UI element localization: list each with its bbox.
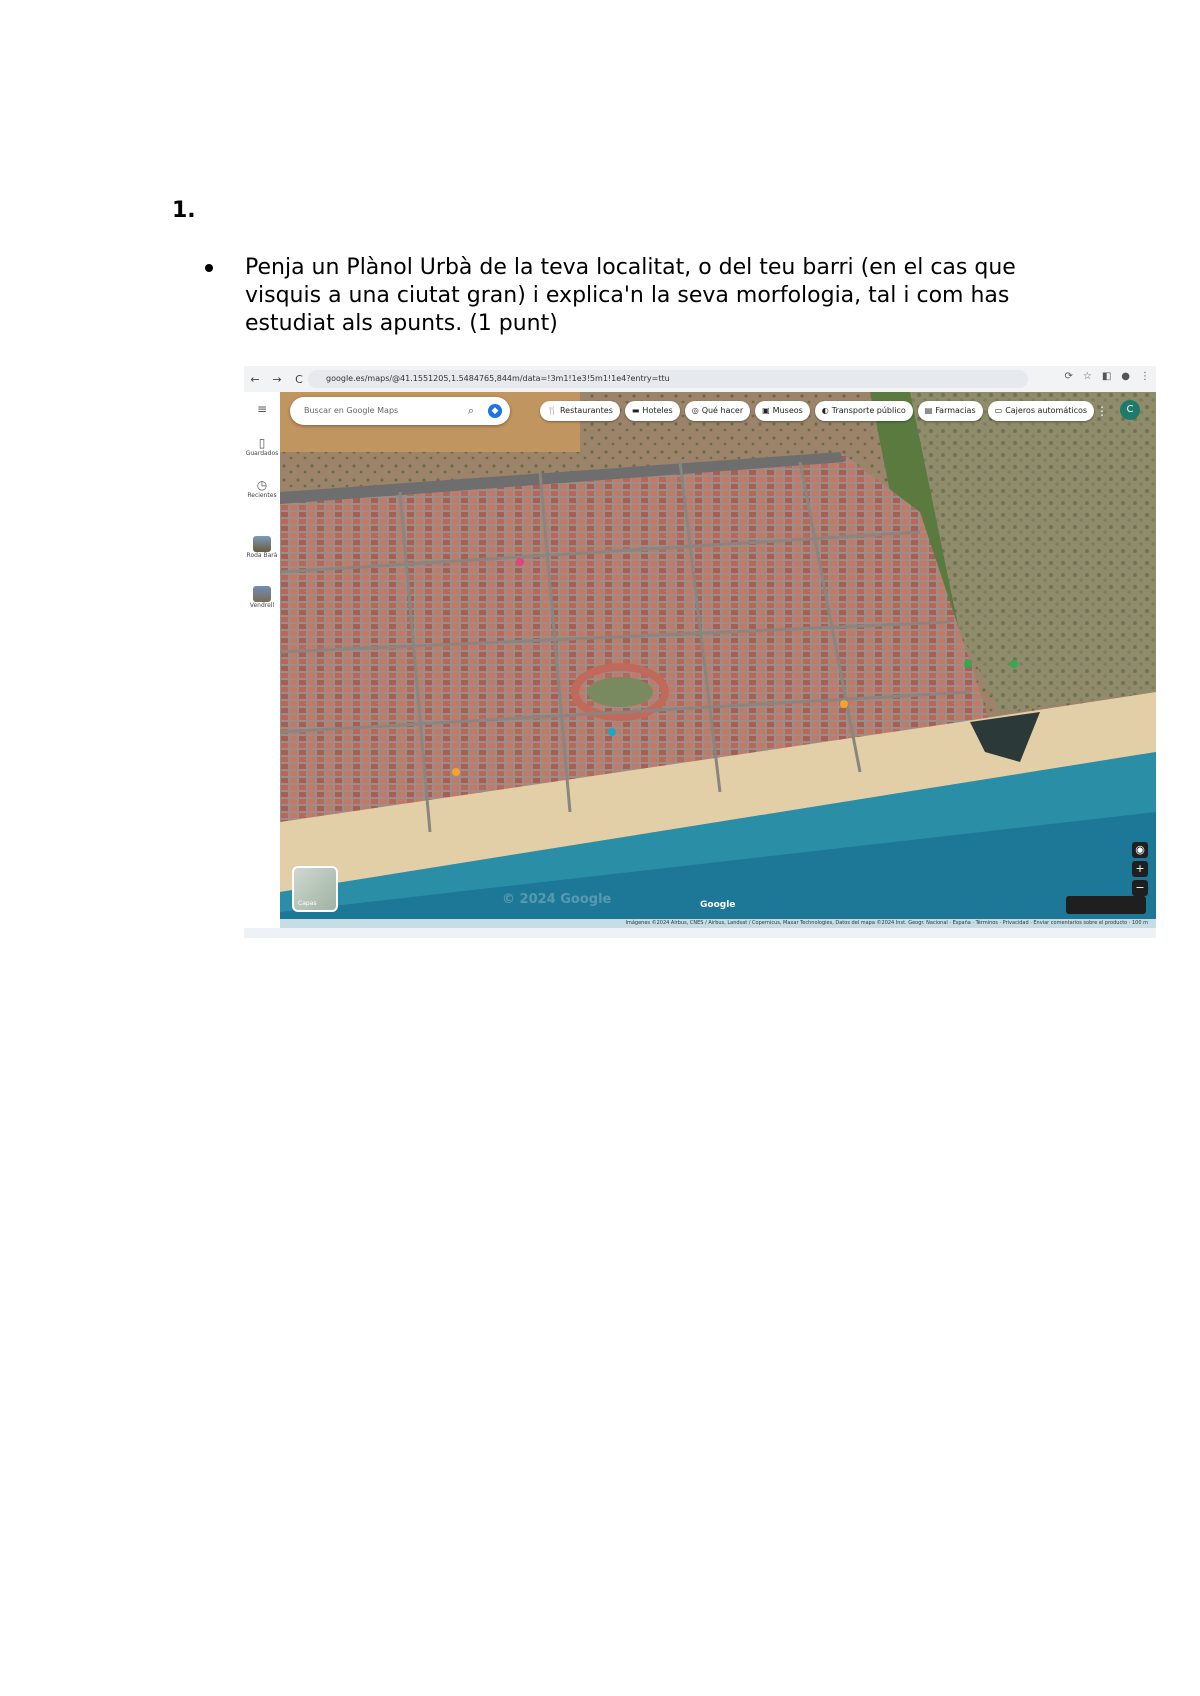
atm-icon: ▭ [994, 406, 1003, 415]
search-placeholder: Buscar en Google Maps [304, 406, 399, 415]
sidebar-item-label: Roda Barà [246, 552, 278, 559]
menu-icon: ≡ [256, 402, 268, 416]
question-text: Penja un Plànol Urbà de la teva localitat, o del teu barri (en el cas que visquis a una ciutat gran) i explica'n la seva morfologia, tal i com has estudiat als apunts. (1 punt) [245, 255, 1016, 336]
pharmacy-icon: ▤ [924, 406, 933, 415]
sidepanel-icon[interactable]: ◧ [1101, 371, 1112, 382]
bookmark-icon: ▯ [258, 436, 266, 450]
sidebar-item-label: Vendrell [249, 602, 275, 609]
camera-icon: ◎ [691, 406, 699, 415]
browser-toolbar [244, 366, 1156, 392]
layers-label: Capas [298, 900, 317, 907]
address-bar[interactable]: google.es/maps/@41.1551205,1.5484765,844m/data=!3m1!1e3!5m1!1e4?entry=ttu [308, 370, 1028, 388]
chip-hotels[interactable] [625, 401, 680, 421]
transit-icon: ◐ [821, 406, 829, 415]
maps-screenshot [244, 366, 1156, 938]
sidebar-item-label: Guardados [245, 450, 279, 457]
zoom-out-button[interactable]: − [1132, 880, 1148, 896]
chip-pharmacies[interactable] [918, 401, 983, 421]
chip-restaurants[interactable] [540, 401, 620, 421]
map-attribution: Imágenes ©2024 Airbus, CNES / Airbus, Landsat / Copernicus, Maxar Technologies, Datos del mapa ©2024 Inst. Geogr. Nacional · España · Términos · Privacidad · Enviar comentarios sobre el producto · 100 m [280, 919, 1156, 928]
maps-sidebar [244, 392, 281, 928]
chip-museums[interactable] [755, 401, 810, 421]
copyright-watermark: © 2024 Google [502, 892, 612, 907]
browser-actions [1064, 371, 1150, 382]
chip-label: Transporte público [831, 406, 906, 415]
place-thumbnail [253, 536, 271, 552]
history-icon: ◷ [256, 478, 268, 492]
translate-icon[interactable]: ⟳ [1064, 371, 1073, 382]
museum-icon: ▣ [762, 406, 770, 415]
search-icon[interactable]: ⌕ [467, 404, 474, 417]
sidebar-item-label: Recientes [247, 492, 277, 499]
chip-label: Cajeros automáticos [1005, 406, 1088, 415]
kebab-menu-icon[interactable]: ⋮ [1140, 371, 1150, 382]
chip-label: Hoteles [642, 406, 673, 415]
zoom-in-button[interactable]: + [1132, 861, 1148, 877]
account-avatar[interactable]: C [1120, 400, 1140, 420]
chip-things-to-do[interactable] [685, 401, 750, 421]
question-number: 1. [172, 198, 196, 223]
chip-label: Farmacias [935, 406, 976, 415]
reload-icon[interactable]: C [295, 372, 303, 386]
directions-icon[interactable]: ◆ [488, 404, 502, 418]
chip-label: Restaurantes [559, 406, 613, 415]
profile-icon[interactable]: ● [1121, 371, 1130, 382]
google-logo: Google [700, 900, 736, 910]
back-icon[interactable]: ← [250, 372, 260, 386]
star-icon[interactable]: ☆ [1082, 371, 1092, 382]
satellite-map[interactable] [280, 392, 1156, 928]
satellite-imagery [280, 392, 1156, 928]
apps-grid-icon[interactable]: ⋮⋮⋮ [1072, 404, 1108, 418]
street-view-tools[interactable] [1066, 896, 1146, 914]
layers-button[interactable] [292, 866, 338, 912]
sidebar-item-saved[interactable] [244, 436, 280, 457]
search-input[interactable] [290, 397, 510, 425]
chip-transit[interactable] [815, 401, 913, 421]
chip-label: Qué hacer [701, 406, 744, 415]
category-chips [540, 401, 1094, 421]
map-controls [1132, 842, 1148, 899]
forward-icon[interactable]: → [272, 372, 282, 386]
hotel-icon: ▬ [631, 406, 640, 415]
sidebar-item-place-1[interactable] [244, 536, 280, 559]
sidebar-item-recent[interactable] [244, 478, 280, 499]
restaurant-icon: 🍴 [547, 406, 557, 415]
compass-icon[interactable]: ◉ [1132, 842, 1148, 858]
bullet-icon [205, 264, 213, 272]
sidebar-item-place-2[interactable] [244, 586, 280, 609]
place-thumbnail [253, 586, 271, 602]
os-taskbar [244, 928, 1156, 938]
sidebar-item-menu[interactable] [244, 402, 280, 416]
chip-label: Museos [772, 406, 803, 415]
